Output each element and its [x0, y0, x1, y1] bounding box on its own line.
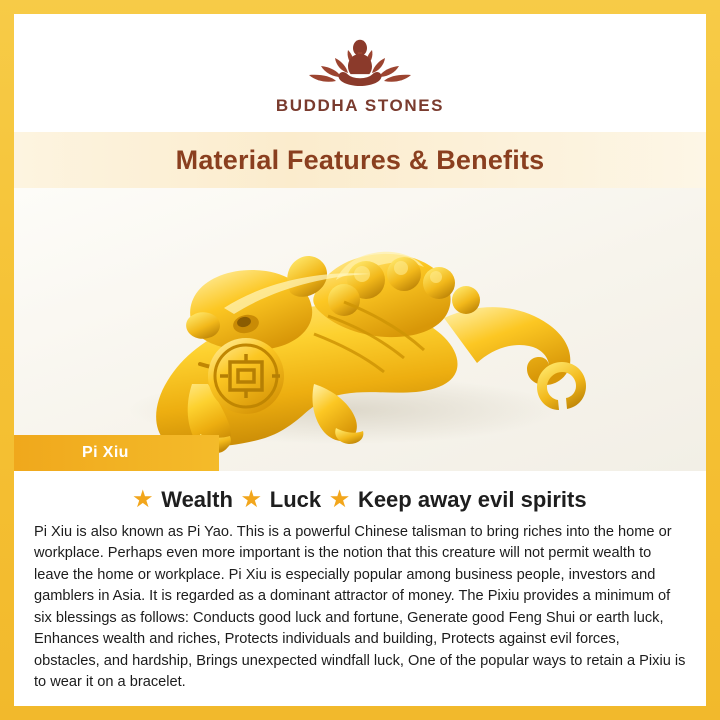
- product-caption-tag: [14, 435, 219, 471]
- star-icon: ★: [133, 487, 153, 511]
- benefit-item-evil-spirits: Keep away evil spirits: [357, 487, 587, 512]
- product-caption-text: Pi Xiu: [82, 444, 129, 461]
- title-band: [145, 132, 575, 188]
- golden-pixiu-pendant-image: [14, 188, 706, 471]
- brand-name: BUDDHA STONES: [275, 96, 445, 115]
- star-icon: ★: [330, 487, 349, 511]
- lotus-meditation-icon: [285, 28, 435, 94]
- page-title: Material Features & Benefits: [175, 144, 545, 175]
- brand-header: [14, 14, 706, 132]
- content-card: [14, 14, 706, 706]
- star-icon: ★: [241, 487, 261, 511]
- product-image-area: [14, 188, 706, 471]
- benefits-description: Pi Xiu is also known as Pi Yao. This is a powerful Chinese talisman to bring riches into the home or workplace. Perhaps even more important is the notion that this creature will not permit wealth to leave the home or workplace. Pi Xiu is especially popular among business people, investors and gamblers in Asia. It is regarded as a dominant attractor of money. The Pixiu provides a minimum of six blessings as follows: Conducts good luck and fortune, Generate good Feng Shui or earth luck, Enhances wealth and riches, Protects individuals and building, Protects against evil forces, obstacles, and hardship, Brings unexpected windfall luck, One of the popular ways to retain a Pixiu is to wear it on a bracelet.: [34, 524, 686, 691]
- benefits-section: [14, 471, 706, 694]
- benefits-heading: [34, 487, 686, 513]
- benefit-item-luck: Luck: [269, 487, 322, 512]
- benefit-item-wealth: Wealth: [161, 487, 233, 512]
- title-band-wrapper: [14, 132, 706, 188]
